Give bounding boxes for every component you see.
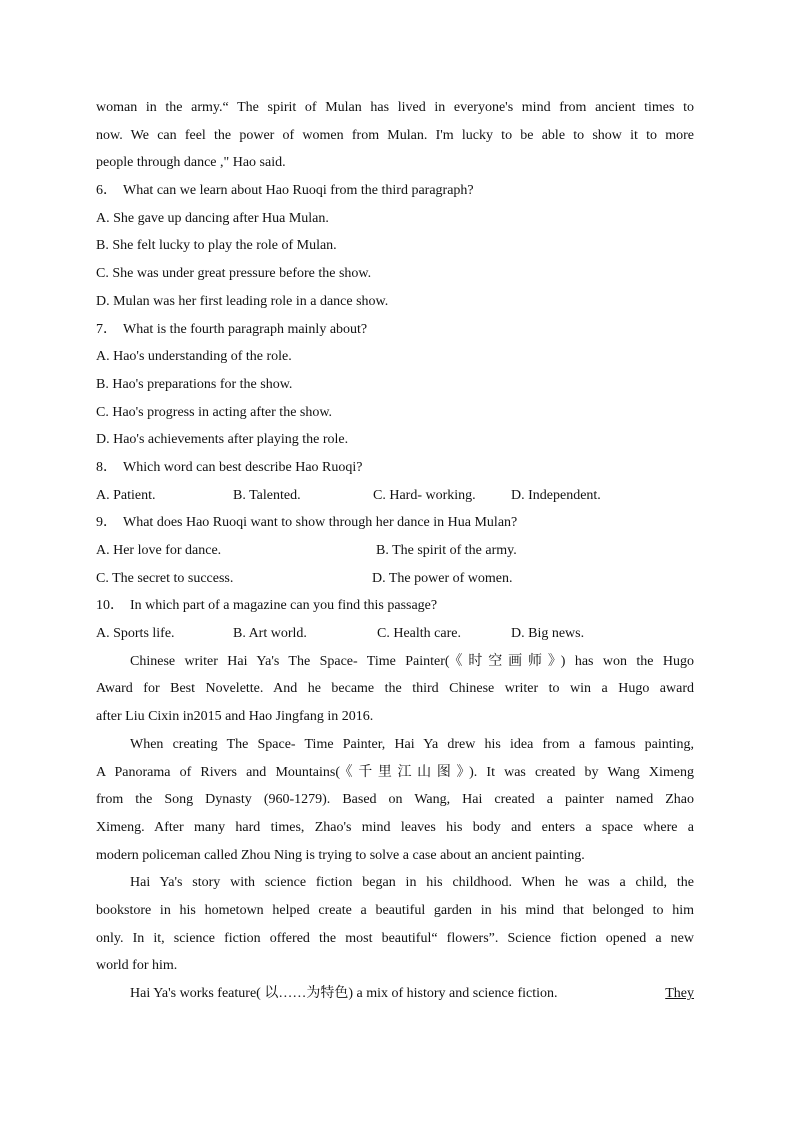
question-text: In which part of a magazine can you find this passage? (130, 598, 438, 614)
text-line: Hai Ya's story with science fiction began in his childhood. When he was a child, the (130, 875, 694, 891)
option-a: A. Her love for dance. (96, 543, 222, 558)
option-b: B. The spirit of the army. (376, 543, 517, 558)
text-line: Ximeng. After many hard times, Zhao's mind leaves his body and enters a space where a (96, 819, 694, 835)
text-line: people through dance ," Hao said. (96, 155, 286, 171)
question-number: 8． (96, 459, 117, 475)
question-stem (96, 316, 694, 344)
question-text: Which word can best describe Hao Ruoqi? (123, 459, 363, 475)
question-text: What is the fourth paragraph mainly about? (123, 321, 368, 337)
option-b: B. Art world. (233, 626, 307, 642)
question-6 (96, 177, 694, 315)
question-number: 6． (96, 183, 117, 199)
question-number: 7． (96, 321, 117, 337)
option-a: A. Hao's understanding of the role. (96, 349, 292, 365)
text-line: woman in the army.“ The spirit of Mulan has lived in everyone's mind from ancient times to (96, 100, 694, 115)
option-a: A. Patient. (96, 487, 156, 503)
option-d: D. Hao's achievements after playing the role. (96, 432, 349, 448)
text-line: from the Song Dynasty (960-1279). Based on Wang, Hai created a painter named Zhao (96, 792, 694, 808)
text-line: only. In it, science fiction offered the most beautiful“ flowers”. Science fiction opened a new (96, 930, 694, 946)
option-a: A. Sports life. (96, 626, 175, 642)
text-line: now. We can feel the power of women from Mulan. I'm lucky to be able to show it to more (96, 127, 694, 143)
option-c: C. Hao's progress in acting after the show. (96, 404, 333, 420)
text-line: When creating The Space- Time Painter, Hai Ya drew his idea from a famous painting, (130, 736, 694, 752)
question-number: 10． (96, 598, 124, 614)
question-stem (96, 509, 694, 537)
paragraph (96, 980, 694, 1008)
option-b: B. She felt lucky to play the role of Mulan. (96, 238, 337, 254)
text-line: Award for Best Novelette. And he became the third Chinese writer to win a Hugo award (96, 681, 694, 697)
passage-b (96, 648, 694, 1008)
option-b: B. Hao's preparations for the show. (96, 376, 293, 392)
text-line: Chinese writer Hai Ya's The Space- Time Painter(《时空画师》) has won the Hugo (130, 653, 694, 669)
option-c: C. The secret to success. (96, 570, 234, 586)
text-line: modern policeman called Zhou Ning is trying to solve a case about an ancient painting. (96, 847, 585, 863)
options-row (96, 537, 694, 565)
option-c: C. She was under great pressure before the show. (96, 266, 372, 282)
text-line (96, 980, 694, 1008)
paragraph (96, 869, 694, 980)
underlined-word: They (665, 986, 694, 1001)
question-8 (96, 454, 694, 509)
option-d: D. The power of women. (372, 570, 513, 586)
options-row (96, 620, 694, 648)
question-text: What does Hao Ruoqi want to show through her dance in Hua Mulan? (123, 515, 518, 531)
option-d: D. Mulan was her first leading role in a dance show. (96, 293, 389, 309)
question-number: 9． (96, 515, 117, 531)
option-a: A. She gave up dancing after Hua Mulan. (96, 210, 329, 226)
question-7 (96, 316, 694, 454)
option-c: C. Health care. (377, 626, 461, 642)
paragraph (96, 731, 694, 869)
question-stem (96, 454, 694, 482)
question-text: What can we learn about Hao Ruoqi from the third paragraph? (123, 183, 474, 199)
option-d: D. Independent. (511, 487, 601, 503)
options-row (96, 565, 694, 593)
text-line: bookstore in his hometown helped create a beautiful garden in his mind that belonged to him (96, 902, 694, 918)
paragraph (96, 648, 694, 731)
option-b: B. Talented. (233, 487, 301, 503)
passage-a-continuation (96, 94, 694, 177)
question-9 (96, 509, 694, 592)
option-d: D. Big news. (511, 626, 585, 642)
text-line: world for him. (96, 958, 178, 974)
question-stem (96, 592, 694, 620)
document-page (96, 94, 694, 1008)
options-row (96, 482, 694, 510)
text-segment: Hai Ya's works feature( 以……为特色) a mix of history and science fiction. (130, 986, 558, 1001)
question-10 (96, 592, 694, 647)
text-line: after Liu Cixin in2015 and Hao Jingfang in 2016. (96, 709, 374, 725)
question-stem (96, 177, 694, 205)
option-c: C. Hard- working. (373, 487, 476, 503)
text-line: A Panorama of Rivers and Mountains(《千里江山图》). It was created by Wang Ximeng (96, 764, 694, 780)
